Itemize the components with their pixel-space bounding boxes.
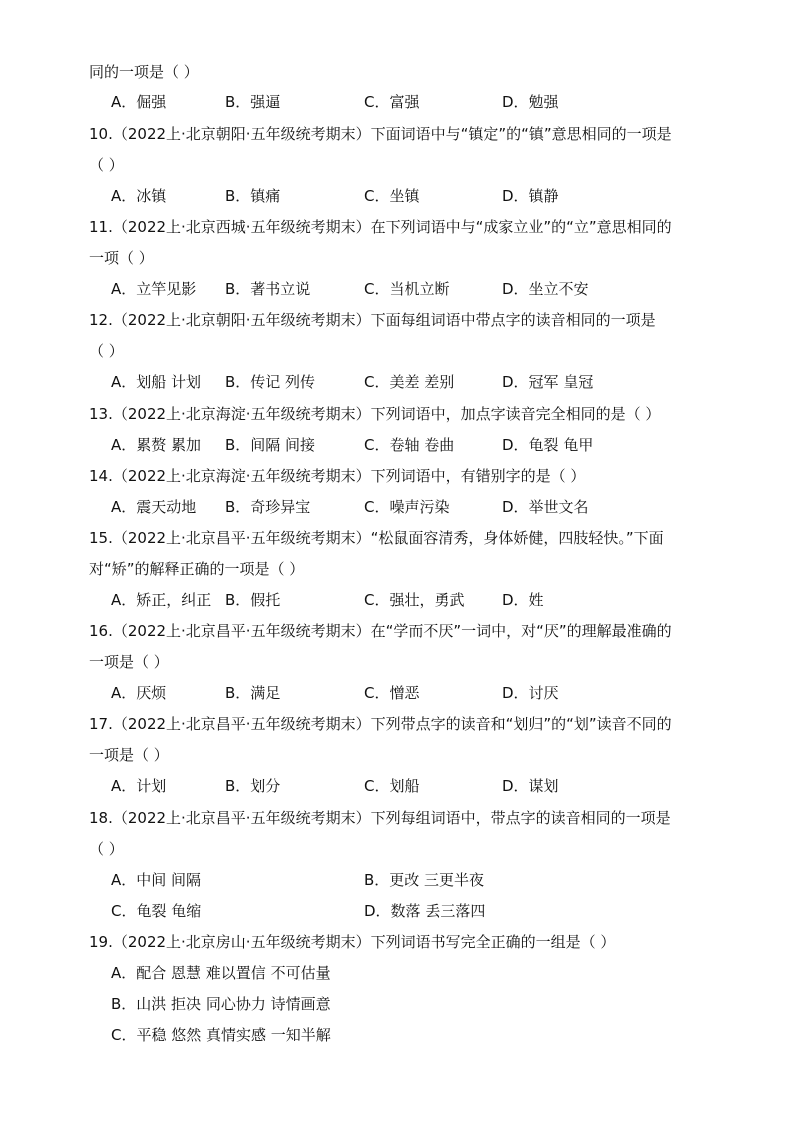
- option-d: D．坐立不安: [502, 280, 589, 298]
- option-a: A．震天动地: [111, 498, 197, 516]
- option-a: A．立竿见影: [111, 280, 197, 298]
- option-b: B．奇珍异宝: [225, 498, 311, 516]
- option-d: D．冠军 皇冠: [502, 373, 594, 391]
- option-c: C．噪声污染: [364, 498, 450, 516]
- option-a: A．冰镇: [111, 187, 167, 205]
- option-a: A．累赘 累加: [111, 436, 202, 454]
- question-18-line-1: 18.（2022上·北京昌平·五年级统考期末）下列每组词语中，带点字的读音相同的一项是: [89, 809, 671, 827]
- option-c: C．强壮，勇武: [364, 591, 465, 609]
- question-19-option-c: C．平稳 悠然 真情实感 一知半解: [111, 1026, 331, 1044]
- option-d: D．镇静: [502, 187, 559, 205]
- question-19-option-b: B．山洪 拒决 同心协力 诗情画意: [111, 995, 331, 1013]
- option-b: B．间隔 间接: [225, 436, 316, 454]
- option-d: D．姓: [502, 591, 544, 609]
- question-12-line-2: （ ）: [89, 342, 124, 360]
- option-b: B．划分: [225, 777, 281, 795]
- question-10-line-2: （ ）: [89, 156, 124, 174]
- option-b: B．满足: [225, 684, 281, 702]
- question-17-line-2: 一项是（ ）: [89, 746, 169, 764]
- option-a: A．中间 间隔: [111, 871, 202, 889]
- option-d: D．龟裂 龟甲: [502, 436, 594, 454]
- question-11-line-1: 11.（2022上·北京西城·五年级统考期末）在下列词语中与“成家立业”的“立”意思相同的: [89, 218, 672, 236]
- option-d: D．谋划: [502, 777, 559, 795]
- option-b: B．传记 列传: [225, 373, 316, 391]
- option-b: B．更改 三更半夜: [364, 871, 485, 889]
- question-15-line-2: 对“矫”的解释正确的一项是（ ）: [89, 560, 305, 578]
- question-18-line-2: （ ）: [89, 840, 124, 858]
- option-a: A．划船 计划: [111, 373, 202, 391]
- question-14-line-1: 14.（2022上·北京海淀·五年级统考期末）下列词语中，有错别字的是（ ）: [89, 467, 586, 485]
- option-c: C．富强: [364, 93, 420, 111]
- option-d: D．勉强: [502, 93, 559, 111]
- question-16-line-2: 一项是（ ）: [89, 653, 169, 671]
- option-d: D．举世文名: [502, 498, 589, 516]
- option-b: B．强逼: [225, 93, 281, 111]
- option-d: D．讨厌: [502, 684, 559, 702]
- question-17-line-1: 17.（2022上·北京昌平·五年级统考期末）下列带点字的读音和“划归”的“划”读音不同的: [89, 715, 672, 733]
- question-11-line-2: 一项（ ）: [89, 249, 154, 267]
- option-b: B．镇痛: [225, 187, 281, 205]
- option-a: A．计划: [111, 777, 167, 795]
- option-a: A．矫正，纠正: [111, 591, 212, 609]
- question-16-line-1: 16.（2022上·北京昌平·五年级统考期末）在“学而不厌”一词中，对“厌”的理解最准确的: [89, 622, 672, 640]
- option-d: D．数落 丢三落四: [364, 902, 486, 920]
- option-a: A．倔强: [111, 93, 167, 111]
- option-c: C．坐镇: [364, 187, 420, 205]
- option-c: C．当机立断: [364, 280, 450, 298]
- question-15-line-1: 15.（2022上·北京昌平·五年级统考期末）“松鼠面容清秀，身体娇健，四肢轻快。”下面: [89, 529, 664, 547]
- question-10-line-1: 10.（2022上·北京朝阳·五年级统考期末）下面词语中与“镇定”的“镇”意思相同的一项是: [89, 125, 672, 143]
- option-c: C．憎恶: [364, 684, 420, 702]
- question-9-line-1: 同的一项是（ ）: [89, 63, 199, 81]
- option-c: C．美差 差别: [364, 373, 455, 391]
- question-19-option-a: A．配合 恩慧 难以置信 不可估量: [111, 964, 331, 982]
- option-b: B．著书立说: [225, 280, 311, 298]
- question-19-line-1: 19.（2022上·北京房山·五年级统考期末）下列词语书写完全正确的一组是（ ）: [89, 933, 616, 951]
- option-b: B．假托: [225, 591, 281, 609]
- question-12-line-1: 12.（2022上·北京朝阳·五年级统考期末）下面每组词语中带点字的读音相同的一项是: [89, 311, 656, 329]
- option-c: C．划船: [364, 777, 420, 795]
- option-a: A．厌烦: [111, 684, 167, 702]
- question-13-line-1: 13.（2022上·北京海淀·五年级统考期末）下列词语中，加点字读音完全相同的是（ ）: [89, 405, 661, 423]
- option-c: C．卷轴 卷曲: [364, 436, 455, 454]
- option-c: C．龟裂 龟缩: [111, 902, 202, 920]
